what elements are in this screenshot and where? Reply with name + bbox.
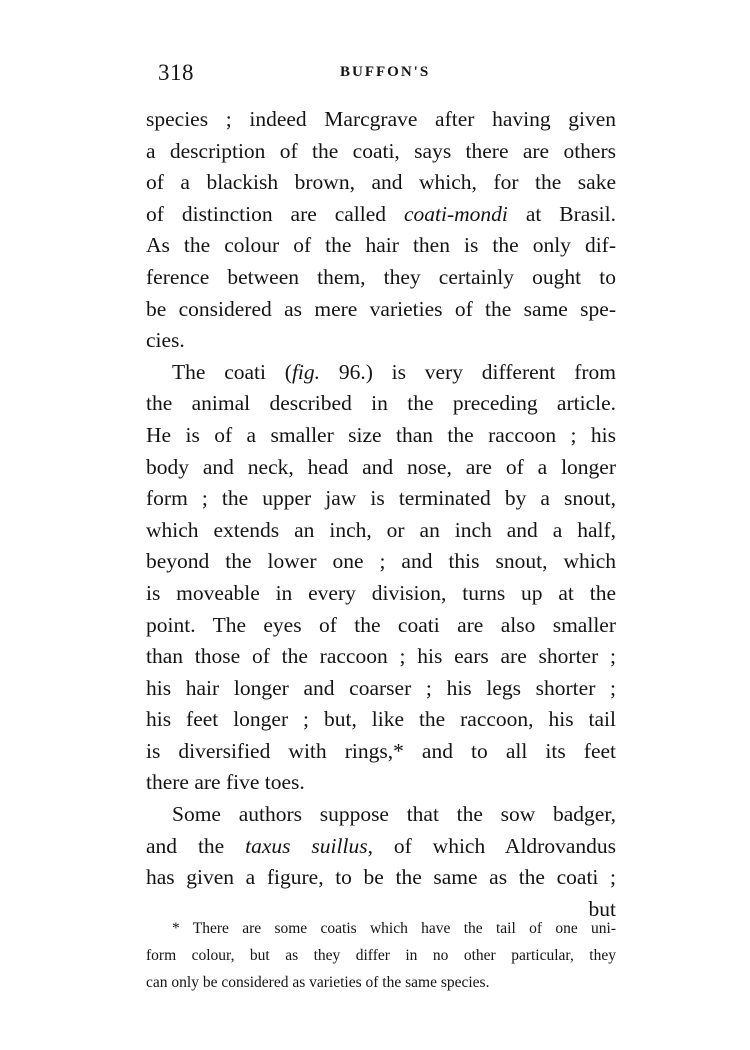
text-line: beyond the lower one ; and this snout, which — [146, 549, 616, 574]
footnote — [146, 915, 616, 996]
text-line: the animal described in the preceding article. — [146, 391, 616, 416]
italic-term: taxus suillus — [245, 833, 368, 858]
text-line: his hair longer and coarser ; his legs shorter ; — [146, 675, 616, 700]
text-line: which extends an inch, or an inch and a half, — [146, 517, 616, 542]
text-line: cies. — [146, 328, 185, 353]
text-line — [146, 357, 616, 389]
text-line: his feet longer ; but, like the raccoon, his tail — [146, 707, 616, 732]
text-segment: and the — [146, 833, 246, 858]
body-text — [146, 104, 616, 925]
text-segment: The coati ( — [172, 359, 292, 384]
page-header — [0, 60, 750, 90]
text-line: body and neck, head and nose, are of a longer — [146, 454, 616, 479]
footnote-line: * There are some coatis which have the tail of one uni- — [172, 920, 616, 937]
text-line: ference between them, they certainly ought to — [146, 264, 616, 289]
text-line: As the colour of the hair then is the only dif- — [146, 233, 616, 258]
text-line: has given a figure, to be the same as the coati ; — [146, 865, 616, 890]
italic-term: fig. — [291, 359, 321, 384]
text-line — [146, 199, 616, 231]
text-segment: 96.) is very different from — [320, 359, 616, 384]
paragraph-3 — [146, 799, 616, 925]
text-segment: of distinction are called — [146, 201, 387, 226]
text-line: form ; the upper jaw is terminated by a snout, — [146, 486, 616, 511]
footnote-line: can only be considered as varieties of the same species. — [146, 974, 490, 991]
running-head: BUFFON'S — [340, 64, 431, 80]
italic-term: coati-mondi — [403, 201, 508, 226]
text-line: there are five toes. — [146, 770, 305, 795]
text-line: than those of the raccoon ; his ears are shorter ; — [146, 644, 616, 669]
catchword: but — [588, 896, 616, 921]
text-line: a description of the coati, says there are others — [146, 138, 616, 163]
text-line: is moveable in every division, turns up at the — [146, 580, 616, 605]
text-line: species ; indeed Marcgrave after having given — [146, 107, 616, 131]
text-line: He is of a smaller size than the raccoon ; his — [146, 422, 616, 447]
text-line: point. The eyes of the coati are also smaller — [146, 612, 616, 637]
text-line: of a blackish brown, and which, for the sake — [146, 170, 616, 195]
text-line: is diversified with rings,* and to all its feet — [146, 738, 616, 763]
footnote-line: form colour, but as they differ in no other particular, they — [146, 947, 616, 964]
text-segment: at Brasil. — [525, 201, 617, 226]
text-line: Some authors suppose that the sow badger, — [172, 802, 616, 827]
paragraph-1 — [146, 104, 616, 357]
text-line: be considered as mere varieties of the same spe- — [146, 296, 616, 321]
text-line — [146, 831, 616, 863]
page-number: 318 — [158, 60, 194, 85]
text-segment: , of which Aldrovandus — [367, 833, 616, 858]
paragraph-2 — [146, 357, 616, 799]
